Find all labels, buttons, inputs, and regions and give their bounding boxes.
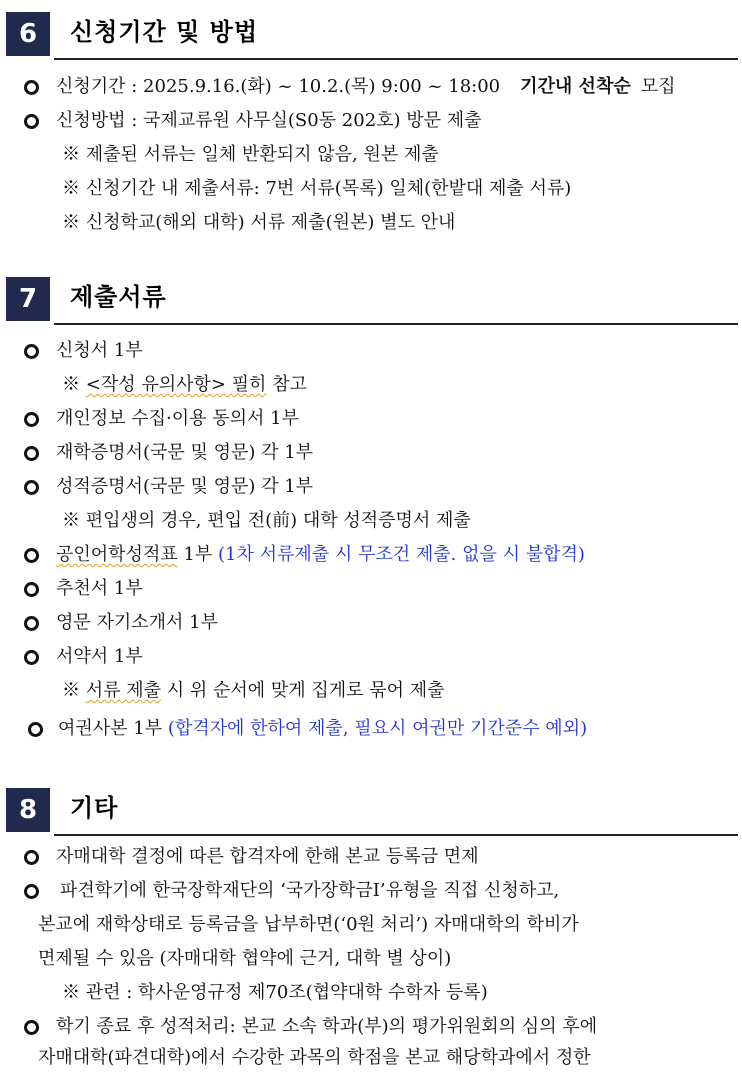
list-item xyxy=(0,874,742,908)
section-number: 7 xyxy=(6,277,50,321)
section-6-header xyxy=(4,10,738,62)
section-title: 신청기간 및 방법 xyxy=(70,18,258,46)
list-item xyxy=(0,538,742,572)
circle-bullet-icon xyxy=(24,548,39,563)
section-number: 8 xyxy=(6,788,50,832)
list-item xyxy=(0,402,742,436)
section-title: 기타 xyxy=(70,794,119,822)
language-score-text: 공인어학성적표 xyxy=(56,544,178,565)
etc-text: 파견학기에 한국장학재단의 ‘국가장학금Ⅰ’유형을 직접 신청하고, xyxy=(60,880,560,901)
list-item xyxy=(0,104,742,138)
note-mark: ※ xyxy=(62,680,80,701)
circle-bullet-icon xyxy=(28,722,43,737)
recruit-text: 모집 xyxy=(640,76,676,97)
method-text: 신청방법 : 국제교류원 사무실(S0동 202호) 방문 제출 xyxy=(56,110,482,131)
note-text: ※ 신청학교(해외 대학) 서류 제출(원본) 별도 안내 xyxy=(62,212,456,233)
etc-text: 자매대학 결정에 따른 합격자에 한해 본교 등록금 면제 xyxy=(56,846,479,867)
doc-text: 개인정보 수집·이용 동의서 1부 xyxy=(56,408,299,429)
list-item xyxy=(0,640,742,674)
section-divider xyxy=(54,834,738,836)
section-divider xyxy=(54,58,738,60)
note-text: ※ 신청기간 내 제출서류: 7번 서류(목록) 일체(한밭대 제출 서류) xyxy=(62,178,572,199)
period-text: 신청기간 : 2025.9.16.(화) ~ 10.2.(목) 9:00 ~ 18:00 xyxy=(56,76,501,97)
list-item xyxy=(0,1010,742,1044)
note-squiggle-text: 서류 제출 xyxy=(85,680,162,701)
etc-text: 본교에 재학상태로 등록금을 납부하면(‘0원 처리’) 자매대학의 학비가 xyxy=(38,914,579,935)
doc-text: 여권사본 1부 xyxy=(58,718,163,739)
circle-bullet-icon xyxy=(24,114,39,129)
doc-text: 신청서 1부 xyxy=(56,340,143,361)
doc-text: 서약서 1부 xyxy=(56,646,143,667)
section-number: 6 xyxy=(6,12,50,56)
note-text: ※ 편입생의 경우, 편입 전(前) 대학 성적증명서 제출 xyxy=(62,510,471,531)
continuation-line xyxy=(0,1041,742,1075)
circle-bullet-icon xyxy=(24,582,39,597)
etc-text: 면제될 수 있음 (자매대학 협약에 근거, 대학 별 상이) xyxy=(38,948,452,969)
section-8-header xyxy=(4,786,738,838)
list-item xyxy=(0,436,742,470)
section-divider xyxy=(54,323,738,325)
continuation-line xyxy=(0,942,742,976)
list-item xyxy=(0,712,742,746)
note-item xyxy=(0,674,742,708)
etc-text: 학기 종료 후 성적처리: 본교 소속 학과(부)의 평가위원회의 심의 후에 xyxy=(56,1016,598,1037)
continuation-line xyxy=(0,908,742,942)
circle-bullet-icon xyxy=(24,1020,39,1035)
doc-text: 성적증명서(국문 및 영문) 각 1부 xyxy=(56,476,314,497)
note-item xyxy=(0,368,742,402)
doc-text: 1부 xyxy=(183,544,213,565)
circle-bullet-icon xyxy=(24,412,39,427)
circle-bullet-icon xyxy=(24,884,39,899)
list-item xyxy=(0,70,742,104)
note-mark: ※ xyxy=(62,374,80,395)
list-item xyxy=(0,840,742,874)
circle-bullet-icon xyxy=(24,344,39,359)
list-item xyxy=(0,572,742,606)
note-text: ※ 관련 : 학사운영규정 제70조(협약대학 수학자 등록) xyxy=(62,982,488,1003)
note-item xyxy=(0,172,742,206)
circle-bullet-icon xyxy=(24,850,39,865)
circle-bullet-icon xyxy=(24,650,39,665)
etc-text: 자매대학(파견대학)에서 수강한 과목의 학점을 본교 해당학과에서 정한 xyxy=(38,1047,591,1068)
note-squiggle-text: <작성 유의사항> 필히 xyxy=(85,374,267,395)
list-item xyxy=(0,334,742,368)
doc-text: 추천서 1부 xyxy=(56,578,143,599)
circle-bullet-icon xyxy=(24,480,39,495)
list-item xyxy=(0,470,742,504)
section-title: 제출서류 xyxy=(70,283,167,311)
section-7-header xyxy=(4,275,738,327)
circle-bullet-icon xyxy=(24,80,39,95)
circle-bullet-icon xyxy=(24,616,39,631)
note-item xyxy=(0,138,742,172)
note-item xyxy=(0,206,742,240)
circle-bullet-icon xyxy=(24,446,39,461)
first-come-text: 기간내 선착순 xyxy=(520,76,631,97)
note-text: ※ 제출된 서류는 일체 반환되지 않음, 원본 제출 xyxy=(62,144,439,165)
note-text: 참고 xyxy=(272,374,307,395)
note-item xyxy=(0,976,742,1010)
warning-text: (1차 서류제출 시 무조건 제출. 없을 시 불합격) xyxy=(218,544,585,565)
warning-text: (합격자에 한하여 제출, 필요시 여권만 기간준수 예외) xyxy=(167,718,588,739)
doc-text: 재학증명서(국문 및 영문) 각 1부 xyxy=(56,442,314,463)
doc-text: 영문 자기소개서 1부 xyxy=(56,612,218,633)
note-text: 시 위 순서에 맞게 집게로 묶어 제출 xyxy=(166,680,445,701)
list-item xyxy=(0,606,742,640)
note-item xyxy=(0,504,742,538)
